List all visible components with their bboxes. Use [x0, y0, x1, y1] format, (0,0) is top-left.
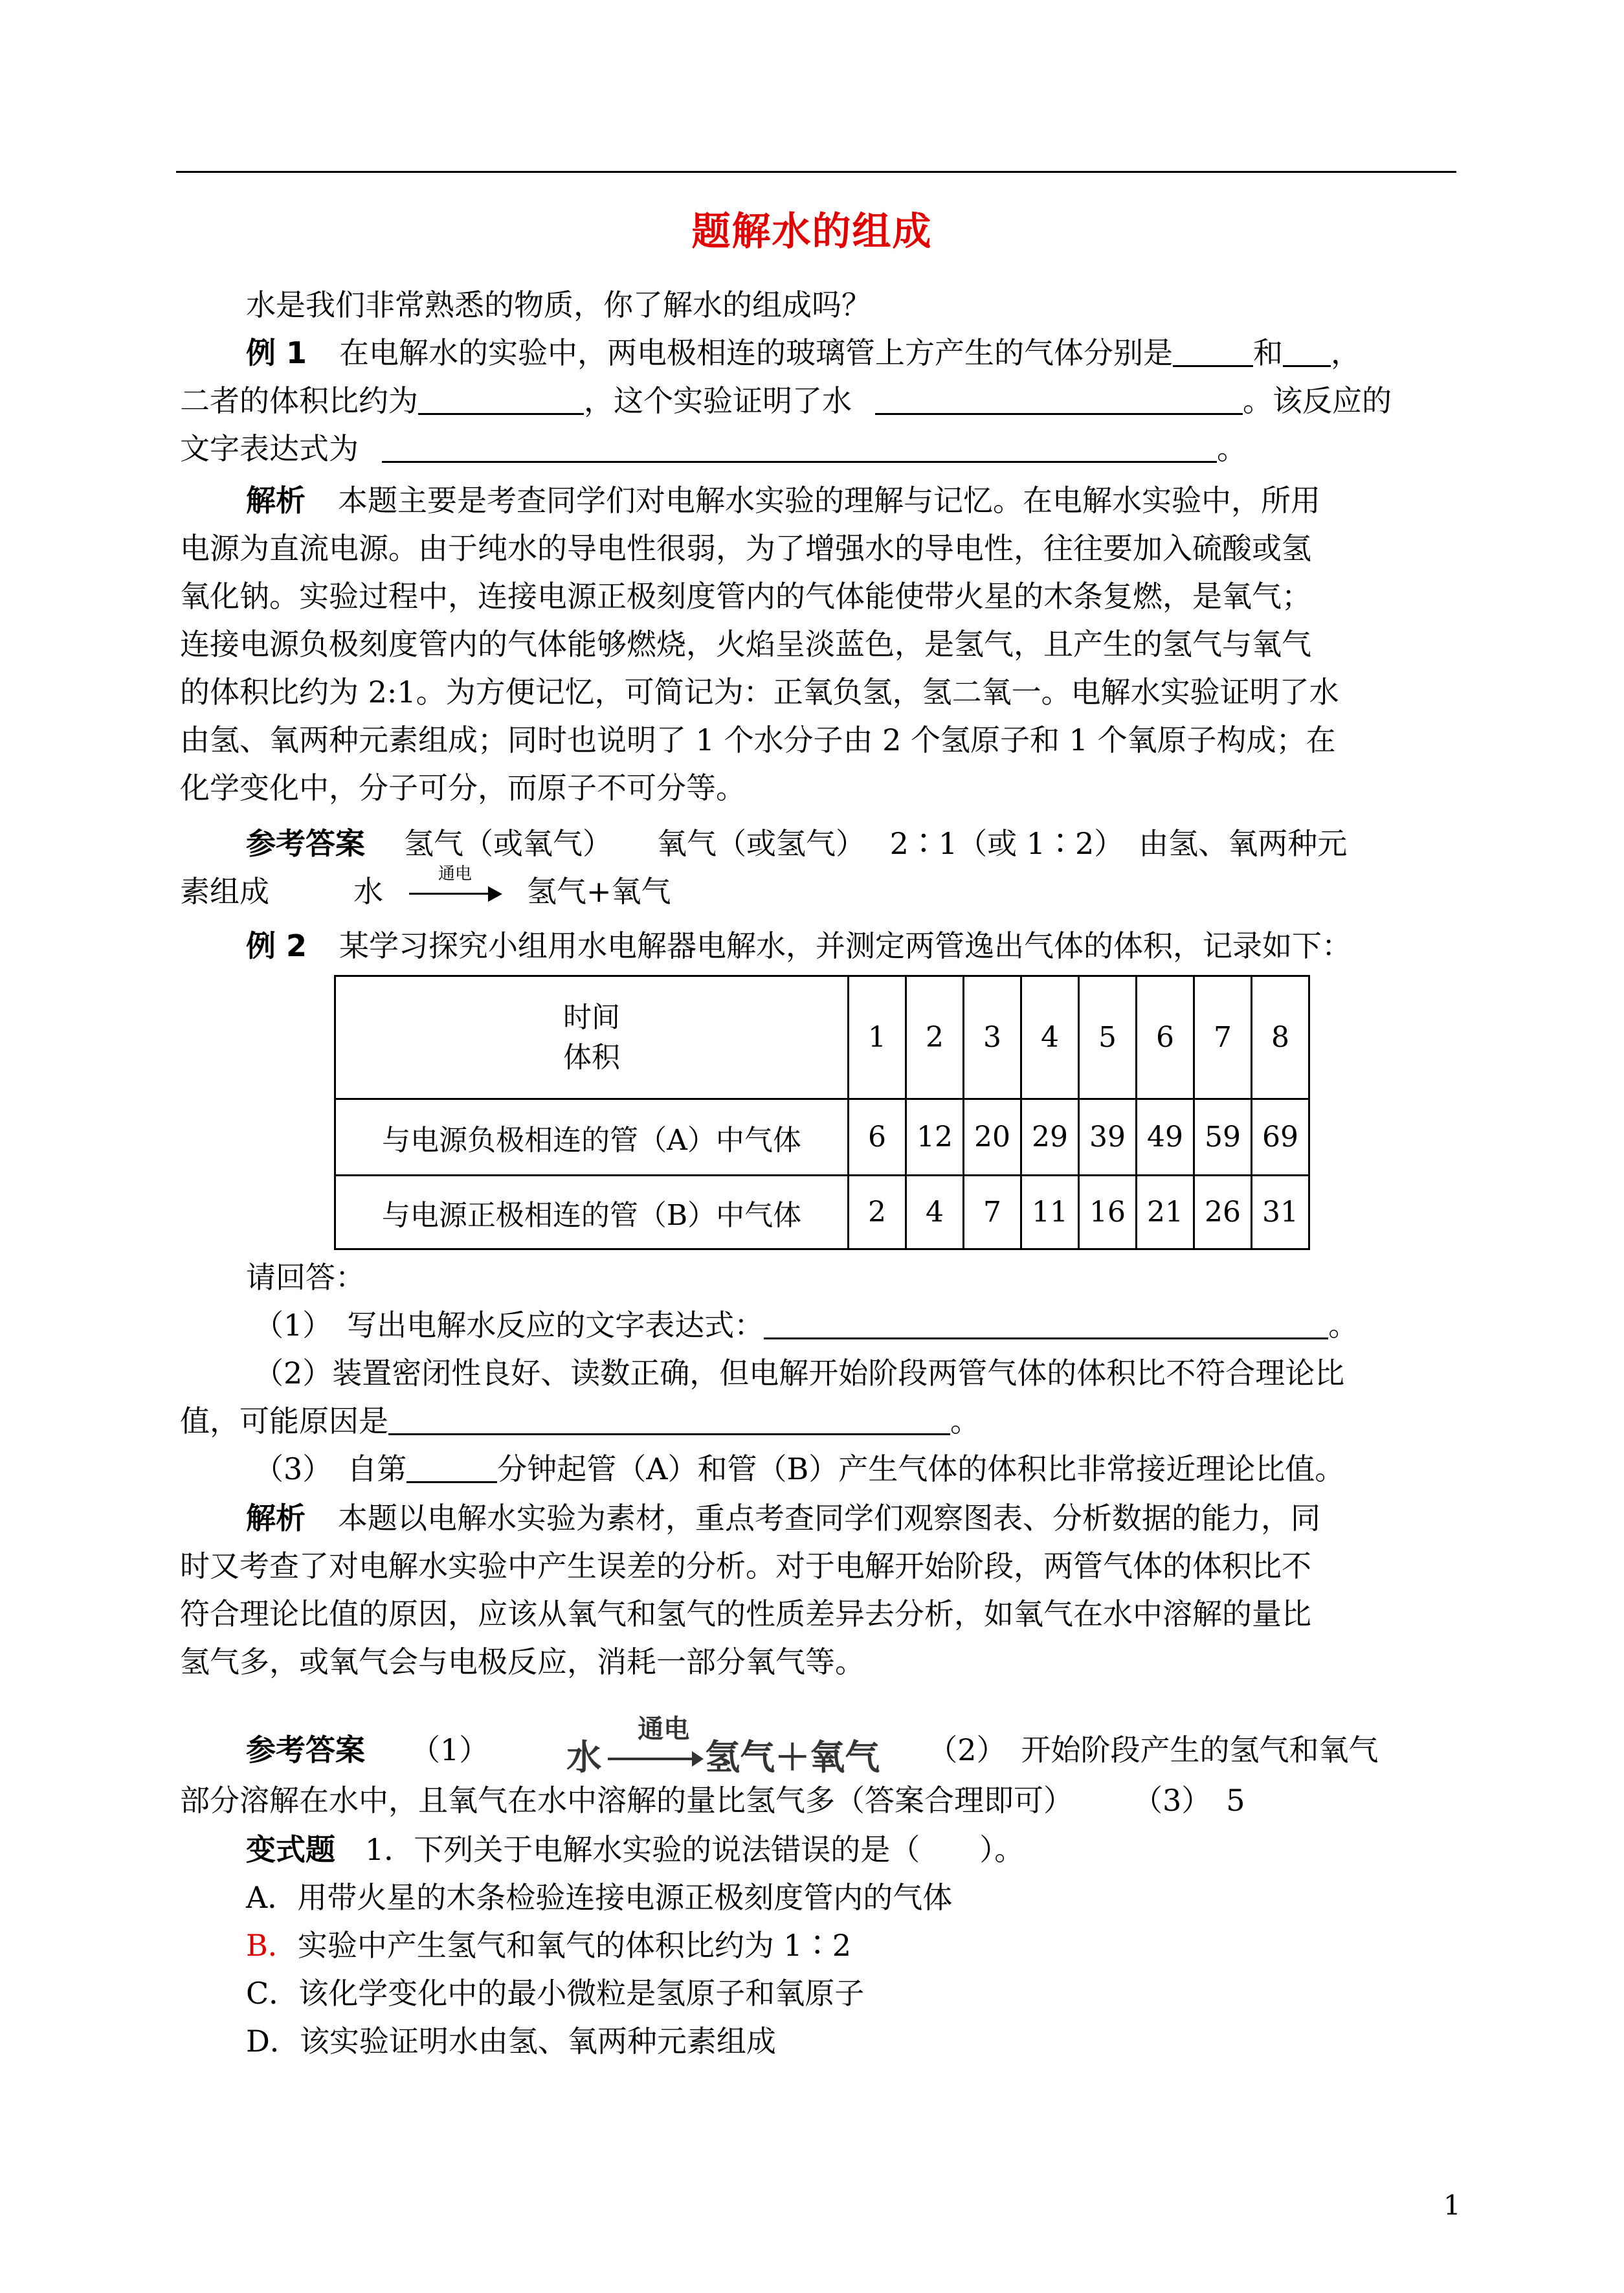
- answer2-line1: [246, 1714, 1379, 1782]
- row-label-b: 与电源正极相连的管（B）中气体: [335, 1176, 849, 1249]
- value-cell: 20: [964, 1099, 1021, 1176]
- analysis1-line7: 化学变化中，分子可分，而原子不可分等。: [180, 770, 746, 805]
- value-cell: 49: [1137, 1099, 1194, 1176]
- condition-label: 通电: [438, 864, 472, 884]
- expression-prompt-a: 。该反应的: [1243, 383, 1392, 418]
- table-row: [335, 1099, 1309, 1176]
- blank-q3[interactable]: [406, 1453, 497, 1483]
- time-cell: 8: [1252, 976, 1309, 1099]
- question-2-text: 值，可能原因是: [180, 1404, 388, 1438]
- header-time: 时间: [563, 1000, 620, 1034]
- water-text: 水: [353, 874, 383, 909]
- analysis2-text-0: 本题以电解水实验为素材，重点考查同学们观察图表、分析数据的能力，同: [338, 1501, 1320, 1536]
- question-3-text-a: （3） 自第: [254, 1451, 407, 1486]
- answer2-line2: 部分溶解在水中，且氧气在水中溶解的量比氢气多（答案合理即可） （3） 5: [180, 1783, 1245, 1818]
- option-text: 该实验证明水由氢、氧两种元素组成: [299, 2024, 776, 2059]
- blank-gas1[interactable]: [1173, 337, 1253, 367]
- analysis1-line1: [246, 476, 1320, 524]
- time-cell: 3: [964, 976, 1021, 1099]
- answer1-text: 氢气（或氧气） 氧气（或氢气） 2∶1（或 1∶2） 由氢、氧两种元: [404, 826, 1348, 861]
- value-cell: 7: [964, 1176, 1021, 1249]
- example1-line2: [180, 377, 1392, 425]
- analysis1-line4: 连接电源负极刻度管内的气体能够燃烧，火焰呈淡蓝色，是氢气，且产生的氢气与氧气: [180, 627, 1311, 662]
- analysis2-line4: 氢气多，或氧气会与电极反应，消耗一部分氧气等。: [180, 1644, 865, 1679]
- question-3: [254, 1445, 1344, 1493]
- example1-label: 例 1: [246, 335, 307, 370]
- option-letter: A．: [246, 1880, 298, 1915]
- header-rule: [176, 171, 1456, 173]
- value-cell: 21: [1137, 1176, 1194, 1249]
- table-corner-header: [335, 976, 849, 1099]
- q2-period: 。: [950, 1404, 980, 1438]
- option-a[interactable]: [246, 1874, 952, 1921]
- question-3-text-b: 分钟起管（A）和管（B）产生气体的体积比非常接近理论比值。: [497, 1451, 1345, 1486]
- analysis2-line2: 时又考查了对电解水实验中产生误差的分析。对于电解开始阶段，两管气体的体积比不: [180, 1549, 1311, 1583]
- question-2-line2: [180, 1397, 980, 1445]
- page-number: 1: [1443, 2189, 1461, 2221]
- blank-q2[interactable]: [388, 1405, 950, 1435]
- row-label-a: 与电源负极相连的管（A）中气体: [335, 1099, 849, 1176]
- analysis1-text-0: 本题主要是考查同学们对电解水实验的理解与记忆。在电解水实验中，所用: [338, 483, 1320, 518]
- analysis1-line6: 由氢、氧两种元素组成；同时也说明了 1 个水分子由 2 个氢原子和 1 个氧原子构成；在: [180, 722, 1336, 757]
- period: 。: [1217, 431, 1247, 466]
- value-cell: 31: [1252, 1176, 1309, 1249]
- option-text: 用带火星的木条检验连接电源正极刻度管内的气体: [297, 1880, 953, 1915]
- question-2-line1: （2）装置密闭性良好、读数正确，但电解开始阶段两管气体的体积比不符合理论比: [254, 1356, 1345, 1391]
- question-1: [254, 1301, 1358, 1349]
- option-text: 实验中产生氢气和氧气的体积比约为 1∶2: [297, 1928, 851, 1963]
- variant-question: [246, 1826, 1024, 1874]
- example1-line1: [246, 329, 1361, 377]
- and-text: 和: [1253, 335, 1284, 370]
- analysis1-line2: 电源为直流电源。由于纯水的导电性很弱，为了增强水的导电性，往往要加入硫酸或氢: [180, 531, 1311, 566]
- value-cell: 16: [1079, 1176, 1137, 1249]
- answer1-line1: [246, 820, 1347, 867]
- value-cell: 39: [1079, 1099, 1137, 1176]
- table-header-row: [335, 976, 1309, 1099]
- products-text: 氢气+氧气: [527, 874, 671, 909]
- table-row: [335, 1176, 1309, 1249]
- eq-products: 氢气＋氧气: [705, 1737, 880, 1778]
- analysis2-label: 解析: [246, 1501, 306, 1536]
- time-cell: 5: [1079, 976, 1137, 1099]
- example2-line: [246, 922, 1351, 970]
- question-1-text: （1） 写出电解水反应的文字表达式：: [254, 1308, 764, 1343]
- time-cell: 6: [1137, 976, 1194, 1099]
- option-c[interactable]: [246, 1969, 864, 2017]
- value-cell: 4: [906, 1176, 964, 1249]
- analysis2-line1: [246, 1494, 1320, 1542]
- value-cell: 29: [1021, 1099, 1079, 1176]
- answer1-line2: [180, 864, 671, 915]
- analysis1-line5: 的体积比约为 2:1。为方便记忆，可简记为：正氧负氢，氢二氧一。电解水实验证明了水: [180, 675, 1339, 710]
- answer2-part2: （2） 开始阶段产生的氢气和氧气: [928, 1732, 1379, 1767]
- eq-water: 水: [566, 1737, 602, 1778]
- blank-q1[interactable]: [764, 1309, 1328, 1339]
- answer2-part1: （1）: [410, 1732, 489, 1767]
- answer2-label: 参考答案: [246, 1732, 365, 1767]
- value-cell: 12: [906, 1099, 964, 1176]
- eq-condition: 通电: [638, 1714, 690, 1744]
- example1-line3: [180, 425, 1247, 473]
- option-letter-correct: B．: [246, 1928, 298, 1963]
- proves-prompt: ，这个实验证明了水: [584, 383, 852, 418]
- value-cell: 11: [1021, 1176, 1079, 1249]
- value-cell: 6: [849, 1099, 906, 1176]
- answer-prompt: 请回答：: [246, 1260, 365, 1295]
- expression-prompt-b: 文字表达式为: [180, 431, 359, 466]
- time-cell: 7: [1194, 976, 1252, 1099]
- option-text: 该化学变化中的最小微粒是氢原子和氧原子: [298, 1976, 865, 2011]
- time-cell: 4: [1021, 976, 1079, 1099]
- value-cell: 2: [849, 1176, 906, 1249]
- time-cell: 1: [849, 976, 906, 1099]
- reaction-equation-image: [566, 1714, 880, 1782]
- data-table: [334, 975, 1310, 1250]
- header-volume: 体积: [563, 1040, 620, 1074]
- variant-question-text: 1．下列关于电解水实验的说法错误的是（ ）。: [365, 1832, 1025, 1867]
- page-title: 题解水的组成: [691, 209, 933, 254]
- option-letter: C．: [246, 1976, 299, 2011]
- example1-text: 在电解水的实验中，两电极相连的玻璃管上方产生的气体分别是: [339, 335, 1174, 370]
- comma-text: ，: [1331, 335, 1361, 370]
- q1-period: 。: [1328, 1308, 1359, 1343]
- option-d[interactable]: [246, 2017, 776, 2065]
- time-cell: 2: [906, 976, 964, 1099]
- option-letter: D．: [246, 2024, 300, 2059]
- intro-text: 水是我们非常熟悉的物质，你了解水的组成吗？: [246, 287, 871, 322]
- analysis2-line3: 符合理论比值的原因，应该从氧气和氢气的性质差异去分析，如氧气在水中溶解的量比: [180, 1596, 1311, 1631]
- answer1-label: 参考答案: [246, 826, 365, 861]
- variant-label: 变式题: [246, 1832, 335, 1867]
- value-cell: 69: [1252, 1099, 1309, 1176]
- value-cell: 26: [1194, 1176, 1252, 1249]
- blank-gas2[interactable]: [1283, 337, 1331, 367]
- eq-arrow-icon: [608, 1758, 698, 1760]
- blank-expression[interactable]: [382, 432, 1217, 463]
- value-cell: 59: [1194, 1099, 1252, 1176]
- option-b[interactable]: [246, 1921, 851, 1969]
- blank-proves[interactable]: [875, 385, 1243, 415]
- ratio-prompt: 二者的体积比约为: [180, 383, 418, 418]
- answer1-text-2: 素组成: [180, 874, 269, 909]
- example2-label: 例 2: [246, 928, 307, 963]
- reaction-arrow-icon: [406, 864, 504, 911]
- example2-text: 某学习探究小组用水电解器电解水，并测定两管逸出气体的体积，记录如下：: [339, 928, 1352, 963]
- analysis1-label: 解析: [246, 483, 306, 518]
- analysis1-line3: 氧化钠。实验过程中，连接电源正极刻度管内的气体能使带火星的木条复燃，是氧气；: [180, 579, 1311, 614]
- blank-ratio[interactable]: [418, 385, 584, 415]
